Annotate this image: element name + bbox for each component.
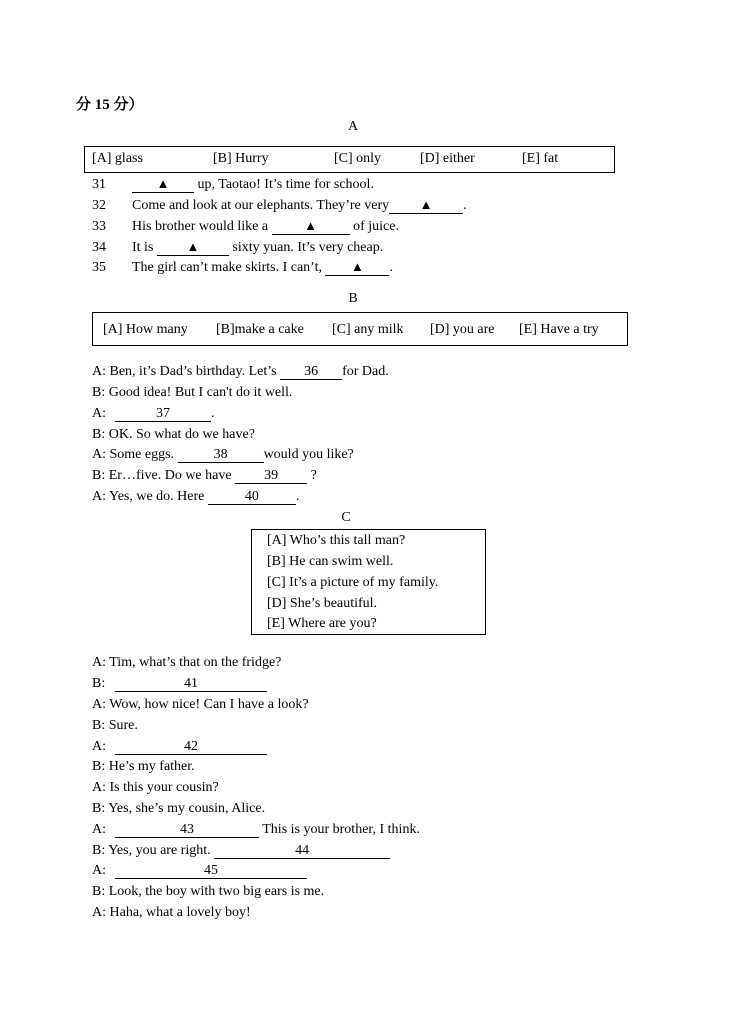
option-a: [A] Who’s this tall man? — [267, 533, 406, 548]
dialogue-text: B: — [92, 676, 106, 691]
dialogue-text: B: Yes, she’s my cousin, Alice. — [92, 801, 266, 816]
dialogue-line — [92, 405, 215, 423]
option-e: [E] Where are you? — [267, 616, 377, 631]
answer-blank[interactable] — [389, 197, 463, 214]
option-d: [D] you are — [430, 322, 495, 337]
answer-blank-43[interactable]: 43 — [115, 822, 259, 838]
question-number: 31 — [92, 177, 106, 192]
dialogue-text: B: Yes, you are right. — [92, 843, 215, 858]
dialogue-line — [92, 883, 324, 901]
triangle-marker-icon: ▲ — [351, 259, 364, 274]
dialogue-text: A: Ben, it’s Dad’s birthday. Let’s — [92, 364, 281, 379]
dialogue-text: for Dad. — [342, 364, 389, 379]
option-e: [E] Have a try — [519, 322, 599, 337]
option-a: [A] glass — [92, 151, 143, 166]
option-d: [D] She’s beautiful. — [267, 596, 378, 611]
dialogue-line — [92, 904, 251, 922]
dialogue-line — [92, 488, 299, 506]
answer-blank-40[interactable]: 40 — [208, 489, 296, 505]
dialogue-text: . — [211, 406, 215, 421]
question-text: The girl can’t make skirts. I can’t, — [132, 260, 326, 275]
dialogue-text: This is your brother, I think. — [259, 822, 420, 837]
option-b: [B] He can swim well. — [267, 554, 394, 569]
answer-blank-38[interactable]: 38 — [178, 447, 264, 463]
dialogue-text: A: — [92, 822, 106, 837]
dialogue-text: would you like? — [263, 447, 354, 462]
question-text: His brother would like a — [132, 219, 272, 234]
question-34 — [92, 239, 383, 257]
section-b-label: B — [348, 291, 358, 306]
question-number: 34 — [92, 240, 106, 255]
dialogue-line — [92, 654, 281, 672]
triangle-marker-icon: ▲ — [304, 218, 318, 233]
question-text: It is — [132, 240, 157, 255]
option-b: [B] Hurry — [213, 151, 269, 166]
question-text: up, Taotao! It’s time for school. — [194, 177, 374, 192]
answer-blank-41[interactable]: 41 — [115, 676, 267, 692]
dialogue-line — [92, 862, 307, 880]
triangle-marker-icon: ▲ — [419, 197, 433, 212]
dialogue-text: A: — [92, 406, 106, 421]
dialogue-line — [92, 363, 389, 381]
answer-blank[interactable] — [325, 259, 389, 276]
section-b-options-box — [92, 312, 628, 346]
option-c: [C] any milk — [332, 322, 404, 337]
answer-blank[interactable] — [272, 218, 350, 235]
triangle-marker-icon: ▲ — [186, 239, 200, 254]
option-c: [C] It’s a picture of my family. — [267, 575, 439, 590]
dialogue-text: B: Good idea! But I can't do it well. — [92, 385, 293, 400]
answer-blank-36[interactable]: 36 — [280, 364, 342, 380]
dialogue-line — [92, 467, 317, 485]
answer-blank[interactable] — [157, 239, 229, 256]
question-number: 33 — [92, 219, 106, 234]
dialogue-line — [92, 717, 138, 735]
answer-blank-39[interactable]: 39 — [235, 468, 307, 484]
dialogue-text: A: Haha, what a lovely boy! — [92, 905, 251, 920]
dialogue-line — [92, 426, 255, 444]
dialogue-text: A: Tim, what’s that on the fridge? — [92, 655, 282, 670]
dialogue-text: B: Sure. — [92, 718, 138, 733]
question-number: 32 — [92, 198, 106, 213]
dialogue-text: ? — [307, 468, 317, 483]
option-b: [B]make a cake — [216, 322, 304, 337]
question-text: Come and look at our elephants. They’re very — [132, 198, 390, 213]
dialogue-line — [92, 779, 219, 797]
dialogue-text: A: Wow, how nice! Can I have a look? — [92, 697, 309, 712]
question-32 — [92, 197, 467, 215]
dialogue-text: A: Some eggs. — [92, 447, 178, 462]
dialogue-text: B: Er…five. Do we have — [92, 468, 236, 483]
answer-blank-45[interactable]: 45 — [115, 863, 307, 879]
section-c-label: C — [341, 510, 351, 525]
dialogue-text: A: — [92, 863, 106, 878]
question-33 — [92, 218, 399, 236]
section-a-options-box — [84, 146, 615, 173]
dialogue-text: A: Is this your cousin? — [92, 780, 219, 795]
dialogue-text: B: Look, the boy with two big ears is me. — [92, 884, 325, 899]
dialogue-text: A: — [92, 739, 106, 754]
dialogue-line — [92, 800, 265, 818]
dialogue-line — [92, 758, 195, 776]
question-35 — [92, 259, 393, 277]
dialogue-line — [92, 738, 267, 756]
answer-blank-42[interactable]: 42 — [115, 739, 267, 755]
section-a-label: A — [347, 119, 359, 134]
dialogue-line — [92, 675, 267, 693]
answer-blank-37[interactable]: 37 — [115, 406, 211, 422]
option-c: [C] only — [334, 151, 382, 166]
question-number: 35 — [92, 260, 106, 275]
answer-blank-44[interactable]: 44 — [214, 843, 390, 859]
dialogue-text: A: Yes, we do. Here — [92, 489, 208, 504]
question-31 — [92, 176, 374, 194]
dialogue-line — [92, 696, 309, 714]
triangle-marker-icon: ▲ — [156, 176, 170, 191]
question-text: of juice. — [349, 219, 399, 234]
option-a: [A] How many — [103, 322, 188, 337]
dialogue-text: B: OK. So what do we have? — [92, 427, 255, 442]
dialogue-line — [92, 842, 390, 860]
section-c-options-box — [251, 529, 486, 635]
option-e: [E] fat — [522, 151, 559, 166]
question-text: . — [463, 198, 467, 213]
question-text: . — [389, 260, 393, 275]
dialogue-text: B: He’s my father. — [92, 759, 195, 774]
question-text: sixty yuan. It’s very cheap. — [228, 240, 384, 255]
dialogue-line — [92, 821, 420, 839]
dialogue-line — [92, 384, 292, 402]
score-header: 分 15 分） — [76, 97, 144, 113]
dialogue-line — [92, 446, 354, 464]
option-d: [D] either — [420, 151, 475, 166]
dialogue-text: . — [295, 489, 300, 504]
answer-blank[interactable] — [132, 176, 194, 193]
